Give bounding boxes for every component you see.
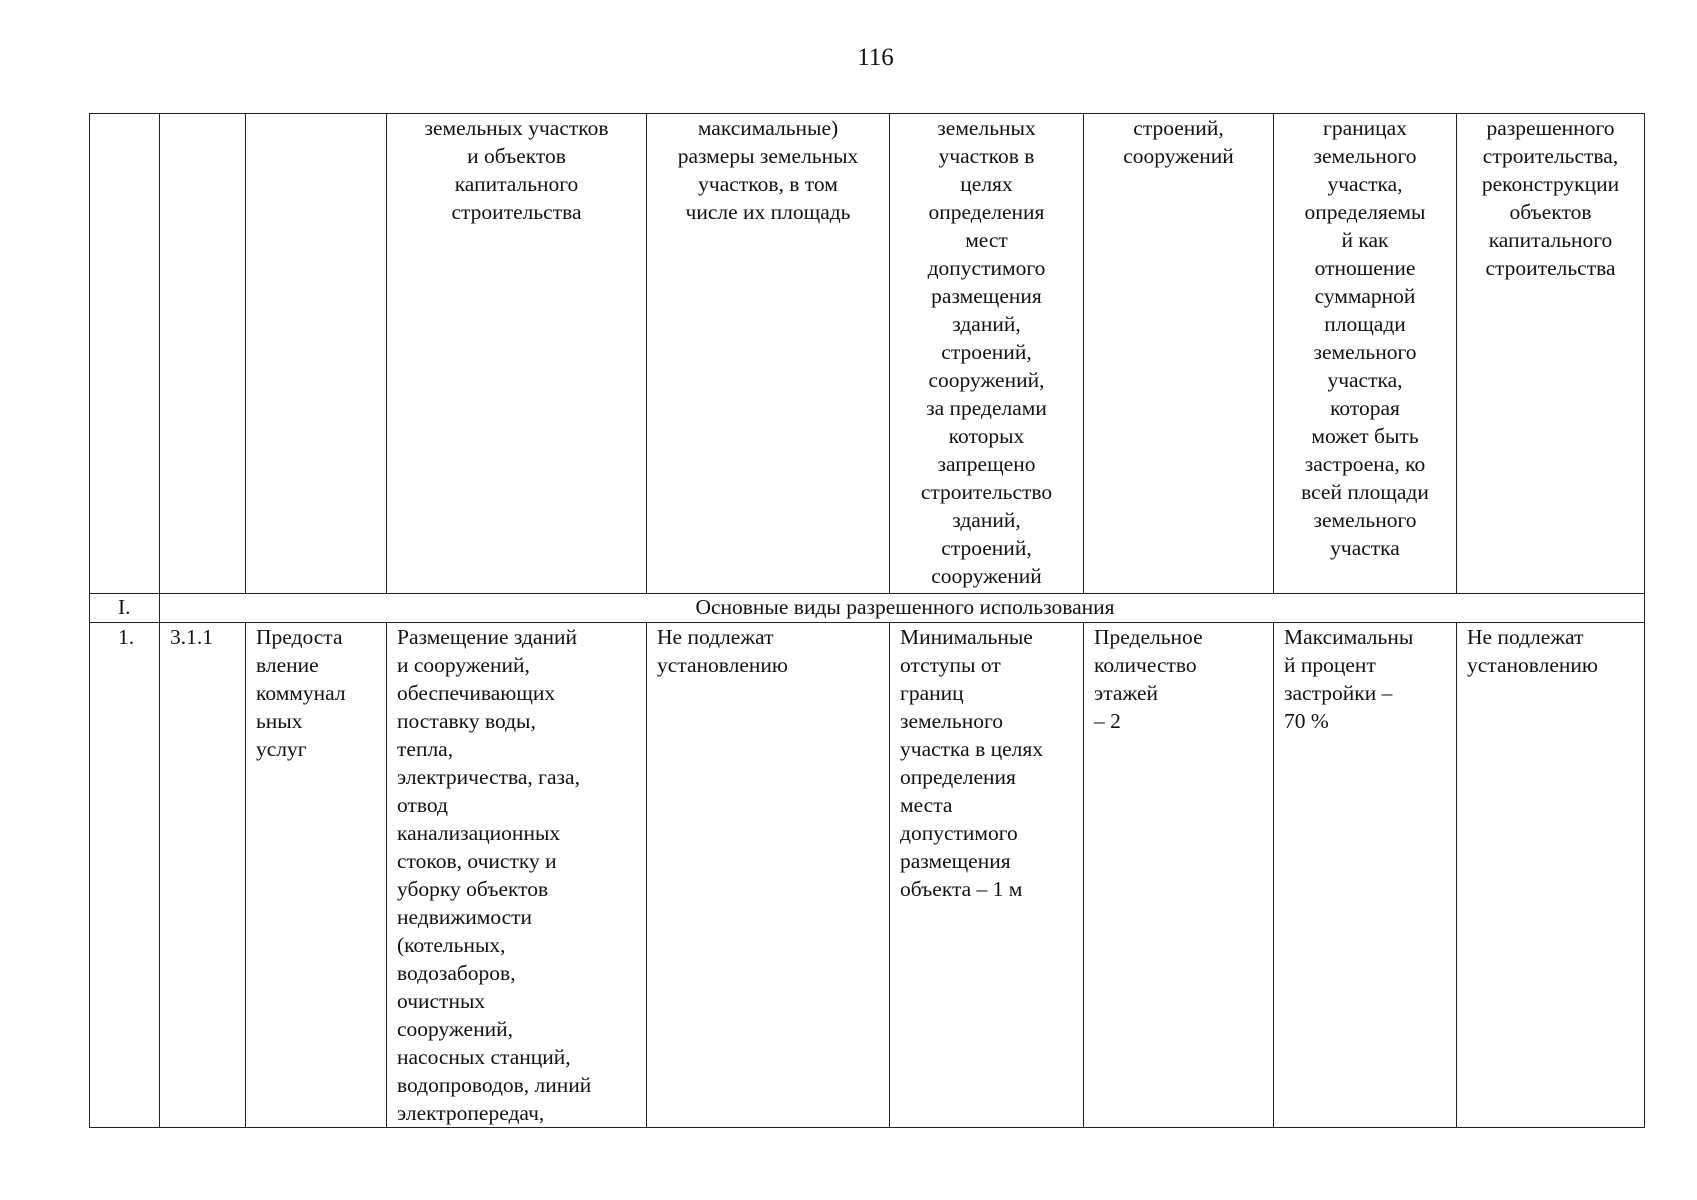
header-cell-coverage: границах земельного участка, определяемы й как отношение суммарной площади земельного участка, которая может быть застроена, ко всей площади земельного участка [1274,114,1457,594]
row-setbacks: Минимальные отступы от границ земельного участка в целях определения места допустимого размещения объекта – 1 м [890,623,1084,1128]
section-number: I. [90,594,160,623]
row-coverage: Максимальны й процент застройки – 70 % [1274,623,1457,1128]
header-continuation-row [90,114,1645,594]
row-name: Предоста вление коммунал ьных услуг [246,623,387,1128]
header-cell-floors: строений, сооружений [1084,114,1274,594]
section-title: Основные виды разрешенного использования [160,594,1645,623]
row-description: Размещение зданий и сооружений, обеспечивающих поставку воды, тепла, электричества, газа, отвод канализационных стоков, очистку и уборку объектов недвижимости (котельных, водозаборов, очистных сооружений, насосных станций, водопроводов, линий электропередач, [387,623,647,1128]
row-other: Не подлежат установлению [1457,623,1645,1128]
row-code: 3.1.1 [160,623,246,1128]
header-cell-plot-size: максимальные) размеры земельных участков, в том числе их площадь [647,114,890,594]
zoning-regulations-table [89,113,1645,1128]
header-cell-name [246,114,387,594]
header-cell-description: земельных участков и объектов капитального строительства [387,114,647,594]
row-plot-size: Не подлежат установлению [647,623,890,1128]
section-row [90,594,1645,623]
header-cell-num [90,114,160,594]
page-number: 116 [857,44,894,71]
header-cell-other: разрешенного строительства, реконструкции объектов капитального строительства [1457,114,1645,594]
row-number: 1. [90,623,160,1128]
table-row [90,623,1645,1128]
header-cell-setbacks: земельных участков в целях определения мест допустимого размещения зданий, строений, сооружений, за пределами которых запрещено строительство зданий, строений, сооружений [890,114,1084,594]
row-floors: Предельное количество этажей – 2 [1084,623,1274,1128]
header-cell-code [160,114,246,594]
